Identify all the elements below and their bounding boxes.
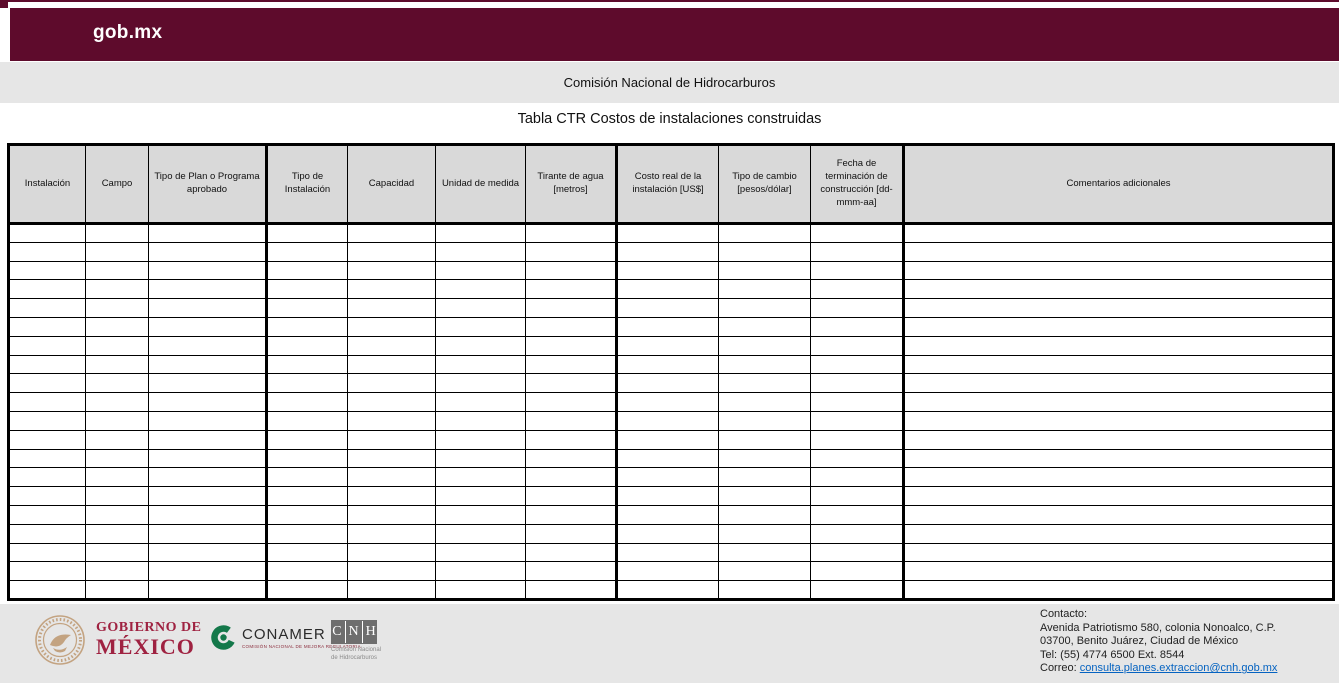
cell-instalacion: [9, 261, 86, 280]
cell-tipo_instalacion: [267, 505, 348, 524]
conamer-icon: [210, 624, 237, 651]
cell-costo_real: [617, 449, 719, 468]
cell-unidad_medida: [436, 449, 526, 468]
cell-tipo_instalacion: [267, 449, 348, 468]
cell-tipo_cambio: [719, 524, 811, 543]
cell-tirante_agua: [526, 411, 617, 430]
cell-costo_real: [617, 299, 719, 318]
table-row: [9, 280, 1334, 299]
gobierno-de-mexico-wordmark: GOBIERNO DE MÉXICO: [96, 620, 202, 659]
cell-tipo_cambio: [719, 449, 811, 468]
cell-tirante_agua: [526, 355, 617, 374]
cell-instalacion: [9, 242, 86, 261]
cell-instalacion: [9, 543, 86, 562]
cell-tirante_agua: [526, 581, 617, 600]
cell-tipo_plan: [149, 487, 267, 506]
cell-campo: [86, 261, 149, 280]
cell-tipo_plan: [149, 317, 267, 336]
contact-email-line: Correo: consulta.planes.extraccion@cnh.gob.mx: [1040, 662, 1278, 675]
cell-unidad_medida: [436, 374, 526, 393]
cell-tipo_instalacion: [267, 468, 348, 487]
cell-campo: [86, 299, 149, 318]
cell-tipo_plan: [149, 562, 267, 581]
cell-tipo_plan: [149, 355, 267, 374]
cell-costo_real: [617, 543, 719, 562]
cell-capacidad: [348, 543, 436, 562]
gobmx-brand: gob.mx: [93, 22, 163, 43]
cell-tipo_instalacion: [267, 411, 348, 430]
email-link[interactable]: consulta.planes.extraccion@cnh.gob.mx: [1079, 662, 1278, 675]
cell-instalacion: [9, 299, 86, 318]
cell-tipo_plan: [149, 336, 267, 355]
cell-fecha_terminacion: [811, 468, 904, 487]
cell-instalacion: [9, 411, 86, 430]
cell-unidad_medida: [436, 543, 526, 562]
cell-tipo_cambio: [719, 505, 811, 524]
cell-tirante_agua: [526, 562, 617, 581]
cell-campo: [86, 524, 149, 543]
cell-unidad_medida: [436, 336, 526, 355]
cell-capacidad: [348, 355, 436, 374]
cell-comentarios: [904, 317, 1334, 336]
cell-tirante_agua: [526, 393, 617, 412]
cell-tirante_agua: [526, 543, 617, 562]
cell-unidad_medida: [436, 317, 526, 336]
cell-comentarios: [904, 224, 1334, 243]
cell-tipo_cambio: [719, 299, 811, 318]
table-row: [9, 355, 1334, 374]
cell-comentarios: [904, 336, 1334, 355]
contact-address1: Avenida Patriotismo 580, colonia Nonoalco, C.P.: [1040, 621, 1276, 634]
column-header-campo: Campo: [86, 145, 149, 224]
cell-comentarios: [904, 581, 1334, 600]
conamer-subtitle: COMISIÓN NACIONAL DE MEJORA REGULATORIA: [242, 644, 361, 649]
cell-comentarios: [904, 374, 1334, 393]
column-header-unidad_medida: Unidad de medida: [436, 145, 526, 224]
cell-comentarios: [904, 242, 1334, 261]
cell-costo_real: [617, 487, 719, 506]
cell-campo: [86, 374, 149, 393]
cell-campo: [86, 355, 149, 374]
cell-costo_real: [617, 355, 719, 374]
cell-comentarios: [904, 449, 1334, 468]
cell-campo: [86, 487, 149, 506]
cell-fecha_terminacion: [811, 393, 904, 412]
cell-tipo_instalacion: [267, 317, 348, 336]
cell-unidad_medida: [436, 411, 526, 430]
cell-capacidad: [348, 336, 436, 355]
cell-comentarios: [904, 524, 1334, 543]
column-header-capacidad: Capacidad: [348, 145, 436, 224]
cell-unidad_medida: [436, 505, 526, 524]
table-row: [9, 393, 1334, 412]
cell-tipo_cambio: [719, 562, 811, 581]
cell-campo: [86, 393, 149, 412]
cell-costo_real: [617, 261, 719, 280]
cell-fecha_terminacion: [811, 336, 904, 355]
table-row: [9, 487, 1334, 506]
cell-capacidad: [348, 299, 436, 318]
cell-campo: [86, 581, 149, 600]
cell-tirante_agua: [526, 524, 617, 543]
cell-instalacion: [9, 449, 86, 468]
cell-comentarios: [904, 280, 1334, 299]
cell-tipo_instalacion: [267, 224, 348, 243]
cell-instalacion: [9, 468, 86, 487]
cell-instalacion: [9, 562, 86, 581]
cell-instalacion: [9, 355, 86, 374]
cell-fecha_terminacion: [811, 280, 904, 299]
table-row: [9, 336, 1334, 355]
cell-tipo_plan: [149, 468, 267, 487]
table-row: [9, 261, 1334, 280]
cell-capacidad: [348, 449, 436, 468]
cell-capacidad: [348, 374, 436, 393]
cell-capacidad: [348, 581, 436, 600]
cell-campo: [86, 242, 149, 261]
cell-unidad_medida: [436, 242, 526, 261]
cell-campo: [86, 543, 149, 562]
column-header-tipo_plan: Tipo de Plan o Programa aprobado: [149, 145, 267, 224]
ctr-table: [7, 143, 1335, 601]
cell-tipo_cambio: [719, 355, 811, 374]
cell-costo_real: [617, 224, 719, 243]
cell-costo_real: [617, 524, 719, 543]
cell-tipo_plan: [149, 299, 267, 318]
cell-fecha_terminacion: [811, 562, 904, 581]
cell-tipo_cambio: [719, 242, 811, 261]
cell-campo: [86, 224, 149, 243]
cell-fecha_terminacion: [811, 374, 904, 393]
header-top-strip: [0, 0, 1339, 2]
agency-title: Comisión Nacional de Hidrocarburos: [563, 75, 776, 90]
table-row: [9, 562, 1334, 581]
mexico-seal-icon: [33, 612, 87, 668]
cell-tipo_cambio: [719, 468, 811, 487]
cell-tipo_instalacion: [267, 242, 348, 261]
footer-bar: [0, 604, 1339, 683]
cell-tirante_agua: [526, 487, 617, 506]
cell-costo_real: [617, 393, 719, 412]
cell-tipo_plan: [149, 524, 267, 543]
cell-instalacion: [9, 487, 86, 506]
gobierno-de-mexico-logo: [33, 612, 201, 668]
cell-tirante_agua: [526, 317, 617, 336]
cell-tirante_agua: [526, 468, 617, 487]
cell-tipo_instalacion: [267, 374, 348, 393]
header-top-corner: [0, 0, 8, 8]
cell-tirante_agua: [526, 242, 617, 261]
cnh-subtitle: Comisión Nacional de Hidrocarburos: [331, 647, 382, 661]
cell-capacidad: [348, 505, 436, 524]
cell-tipo_instalacion: [267, 487, 348, 506]
cell-comentarios: [904, 299, 1334, 318]
cell-capacidad: [348, 317, 436, 336]
cell-campo: [86, 430, 149, 449]
table-row: [9, 449, 1334, 468]
cell-fecha_terminacion: [811, 299, 904, 318]
cell-tipo_instalacion: [267, 355, 348, 374]
column-header-comentarios: Comentarios adicionales: [904, 145, 1334, 224]
agency-bar: [0, 62, 1339, 103]
cell-tipo_plan: [149, 505, 267, 524]
cell-tirante_agua: [526, 449, 617, 468]
cell-capacidad: [348, 242, 436, 261]
column-header-instalacion: Instalación: [9, 145, 86, 224]
cell-comentarios: [904, 562, 1334, 581]
cell-costo_real: [617, 468, 719, 487]
conamer-wordmark: CONAMER: [242, 626, 326, 643]
cell-costo_real: [617, 562, 719, 581]
cell-campo: [86, 505, 149, 524]
cell-tipo_instalacion: [267, 524, 348, 543]
cell-tipo_plan: [149, 393, 267, 412]
cell-instalacion: [9, 430, 86, 449]
cell-capacidad: [348, 562, 436, 581]
cell-fecha_terminacion: [811, 487, 904, 506]
cell-instalacion: [9, 336, 86, 355]
cell-campo: [86, 562, 149, 581]
table-row: [9, 468, 1334, 487]
table-row: [9, 242, 1334, 261]
cell-capacidad: [348, 524, 436, 543]
cell-instalacion: [9, 581, 86, 600]
cell-unidad_medida: [436, 299, 526, 318]
contact-block: [1040, 608, 1277, 676]
cell-tirante_agua: [526, 505, 617, 524]
cell-fecha_terminacion: [811, 449, 904, 468]
cell-fecha_terminacion: [811, 261, 904, 280]
cell-unidad_medida: [436, 261, 526, 280]
cell-campo: [86, 411, 149, 430]
cell-costo_real: [617, 242, 719, 261]
cell-fecha_terminacion: [811, 317, 904, 336]
table-header-row: [9, 145, 1334, 224]
cell-tipo_instalacion: [267, 581, 348, 600]
cell-tipo_plan: [149, 581, 267, 600]
cell-campo: [86, 468, 149, 487]
cell-campo: [86, 280, 149, 299]
cell-unidad_medida: [436, 487, 526, 506]
cell-comentarios: [904, 468, 1334, 487]
cell-tipo_cambio: [719, 374, 811, 393]
cell-capacidad: [348, 280, 436, 299]
cell-tipo_plan: [149, 543, 267, 562]
cell-comentarios: [904, 543, 1334, 562]
cell-fecha_terminacion: [811, 242, 904, 261]
cell-tipo_plan: [149, 430, 267, 449]
cell-tipo_instalacion: [267, 430, 348, 449]
cell-comentarios: [904, 393, 1334, 412]
cell-comentarios: [904, 261, 1334, 280]
gobmx-header-bar: [10, 8, 1339, 61]
column-header-fecha_terminacion: Fecha de terminación de construcción [dd-mmm-aa]: [811, 145, 904, 224]
cell-tipo_cambio: [719, 581, 811, 600]
cell-instalacion: [9, 393, 86, 412]
cell-costo_real: [617, 411, 719, 430]
page-title: Tabla CTR Costos de instalaciones construidas: [517, 111, 822, 127]
cell-fecha_terminacion: [811, 355, 904, 374]
column-header-tipo_instalacion: Tipo de Instalación: [267, 145, 348, 224]
cell-tipo_cambio: [719, 224, 811, 243]
ctr-table-wrapper: [7, 143, 1335, 601]
cell-tipo_instalacion: [267, 299, 348, 318]
cell-tirante_agua: [526, 261, 617, 280]
cell-fecha_terminacion: [811, 430, 904, 449]
cell-instalacion: [9, 280, 86, 299]
cell-tipo_cambio: [719, 261, 811, 280]
cell-costo_real: [617, 280, 719, 299]
cell-costo_real: [617, 374, 719, 393]
cell-tirante_agua: [526, 430, 617, 449]
cell-tipo_plan: [149, 261, 267, 280]
table-row: [9, 524, 1334, 543]
cell-capacidad: [348, 393, 436, 412]
cell-costo_real: [617, 317, 719, 336]
cell-tipo_instalacion: [267, 393, 348, 412]
cell-fecha_terminacion: [811, 411, 904, 430]
cell-tipo_cambio: [719, 430, 811, 449]
cell-fecha_terminacion: [811, 543, 904, 562]
column-header-tirante_agua: Tirante de agua [metros]: [526, 145, 617, 224]
contact-label: Contacto:: [1040, 608, 1088, 620]
cell-tirante_agua: [526, 280, 617, 299]
cell-tipo_plan: [149, 242, 267, 261]
cnh-logo: [331, 620, 381, 662]
cell-costo_real: [617, 581, 719, 600]
cell-tipo_cambio: [719, 411, 811, 430]
contact-address2: 03700, Benito Juárez, Ciudad de México: [1040, 635, 1239, 648]
cell-instalacion: [9, 317, 86, 336]
cell-tirante_agua: [526, 224, 617, 243]
cell-tipo_instalacion: [267, 261, 348, 280]
cell-unidad_medida: [436, 430, 526, 449]
cell-fecha_terminacion: [811, 581, 904, 600]
cell-unidad_medida: [436, 581, 526, 600]
cell-unidad_medida: [436, 468, 526, 487]
cnh-wordmark: C N H: [331, 620, 377, 644]
table-row: [9, 505, 1334, 524]
cell-unidad_medida: [436, 224, 526, 243]
cell-fecha_terminacion: [811, 524, 904, 543]
table-row: [9, 317, 1334, 336]
cell-tipo_plan: [149, 449, 267, 468]
cell-fecha_terminacion: [811, 224, 904, 243]
cell-comentarios: [904, 505, 1334, 524]
table-row: [9, 374, 1334, 393]
cell-capacidad: [348, 224, 436, 243]
cell-instalacion: [9, 505, 86, 524]
cell-capacidad: [348, 487, 436, 506]
cell-instalacion: [9, 524, 86, 543]
cell-unidad_medida: [436, 280, 526, 299]
cell-capacidad: [348, 468, 436, 487]
cell-fecha_terminacion: [811, 505, 904, 524]
column-header-costo_real: Costo real de la instalación [US$]: [617, 145, 719, 224]
table-row: [9, 543, 1334, 562]
cell-tipo_instalacion: [267, 336, 348, 355]
table-row: [9, 224, 1334, 243]
contact-phone: Tel: (55) 4774 6500 Ext. 8544: [1040, 648, 1185, 661]
table-row: [9, 299, 1334, 318]
cell-campo: [86, 317, 149, 336]
cell-comentarios: [904, 355, 1334, 374]
cell-tipo_cambio: [719, 336, 811, 355]
cell-tirante_agua: [526, 374, 617, 393]
cell-comentarios: [904, 487, 1334, 506]
cell-tirante_agua: [526, 336, 617, 355]
cell-tipo_plan: [149, 224, 267, 243]
cell-tipo_plan: [149, 280, 267, 299]
cell-unidad_medida: [436, 355, 526, 374]
cell-tipo_plan: [149, 374, 267, 393]
cell-capacidad: [348, 411, 436, 430]
cell-unidad_medida: [436, 393, 526, 412]
cell-tipo_cambio: [719, 393, 811, 412]
cell-costo_real: [617, 430, 719, 449]
cell-capacidad: [348, 261, 436, 280]
cell-tipo_instalacion: [267, 562, 348, 581]
cell-capacidad: [348, 430, 436, 449]
column-header-tipo_cambio: Tipo de cambio [pesos/dólar]: [719, 145, 811, 224]
cell-tipo_instalacion: [267, 280, 348, 299]
table-row: [9, 430, 1334, 449]
cell-campo: [86, 336, 149, 355]
cell-tipo_cambio: [719, 317, 811, 336]
cell-comentarios: [904, 430, 1334, 449]
table-row: [9, 581, 1334, 600]
cell-tipo_cambio: [719, 487, 811, 506]
cell-tipo_plan: [149, 411, 267, 430]
cell-tipo_cambio: [719, 543, 811, 562]
cell-tirante_agua: [526, 299, 617, 318]
cell-unidad_medida: [436, 524, 526, 543]
table-row: [9, 411, 1334, 430]
cell-costo_real: [617, 505, 719, 524]
cell-tipo_cambio: [719, 280, 811, 299]
cell-instalacion: [9, 374, 86, 393]
cell-costo_real: [617, 336, 719, 355]
cell-unidad_medida: [436, 562, 526, 581]
cell-instalacion: [9, 224, 86, 243]
cell-tipo_instalacion: [267, 543, 348, 562]
cell-comentarios: [904, 411, 1334, 430]
cell-campo: [86, 449, 149, 468]
